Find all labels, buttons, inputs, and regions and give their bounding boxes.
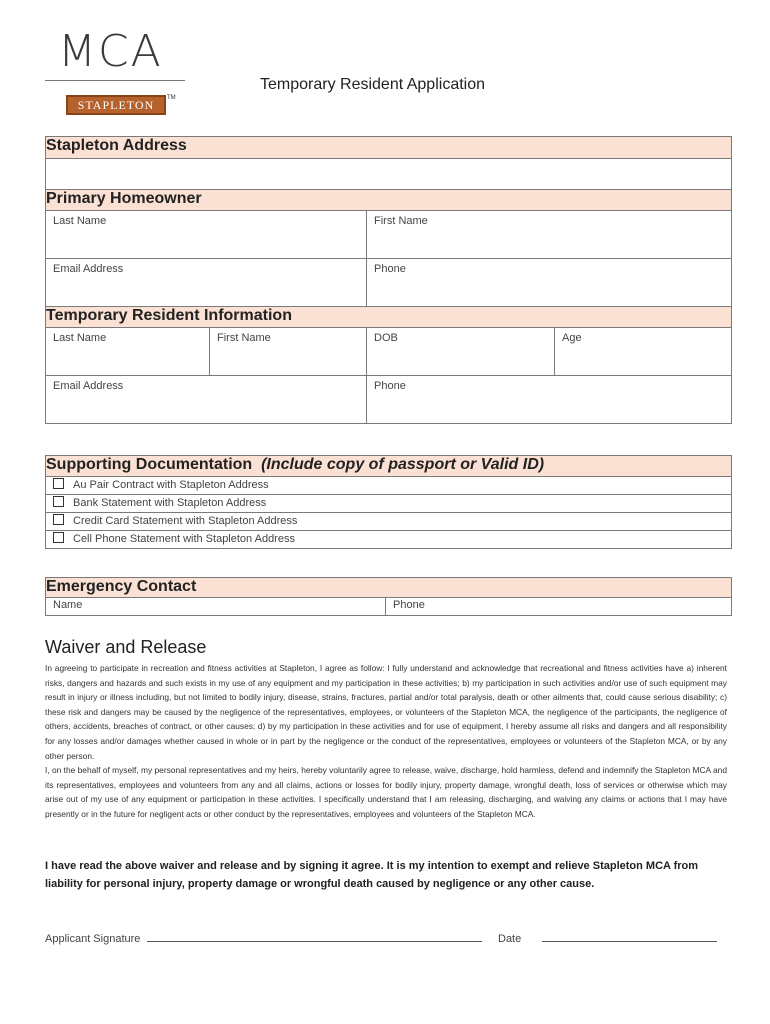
section-header-emergency-contact: Emergency Contact (46, 578, 732, 598)
homeowner-phone-field[interactable] (367, 259, 732, 307)
doc-checkbox-row[interactable] (46, 513, 732, 531)
applicant-signature-line[interactable] (147, 931, 482, 942)
homeowner-phone-label: Phone (374, 263, 406, 275)
resident-dob-label: DOB (374, 332, 398, 344)
trademark-mark: TM (167, 95, 176, 101)
waiver-paragraph-2: I, on the behalf of myself, my personal representatives and my heirs, hereby voluntarily agree to release, waive, discharge, hold harmless, defend and indemnify the Stapleton MCA and its representatives, employees and volunteers from any and all claims, actions or losses for bodily injury, property damage, wrongful death, loss of services or otherwise which may arise out of my use of any equipment or participation in these activities. I specifically understand that I am releasing, discharging, and waiving any claims or actions that I may have presently or in the future for negligent acts or other conduct by the representatives, employees and volunteers of the Stapleton MCA. (45, 765, 727, 819)
supporting-documentation-title: Supporting Documentation (46, 456, 253, 473)
waiver-paragraph-1: In agreeing to participate in recreation and fitness activities at Stapleton, I agree as follow: I fully understand and acknowledge that recreational and fitness activities have a) inherent risks, dangers and hazards and such exists in my use of any equipment and my participation in these activities; b) my participation in such activities and/or use of such equipment may result in injury or illness including, but not limited to bodily injury, disease, strains, fractures, partial and/or total paralysis, death or other ailments that, could cause serious disability; c) these risk and dangers may be caused by the negligence of the representatives, employees, or volunteers of the Stapleton MCA, the negligence of the participants, the negligence of others, accidents, breaches of contract, or other causes; d) by my participation in these activities and for use of equipment, I hereby assume all risks and dangers and all responsibility for any losses and/or damages whether caused in whole or in part by the negligence or the conduct of the representatives, employees or volunteers of the Stapleton MCA, or by any other person. (45, 663, 727, 761)
section-header-supporting-documentation (46, 456, 732, 477)
homeowner-first-name-field[interactable] (367, 211, 732, 259)
mca-logo-text: MCA (58, 26, 163, 77)
doc-item-label: Credit Card Statement with Stapleton Address (73, 515, 298, 527)
application-form-table (45, 136, 732, 424)
emergency-phone-field[interactable] (386, 598, 732, 616)
resident-email-field[interactable] (46, 376, 367, 424)
homeowner-last-name-field[interactable] (46, 211, 367, 259)
emergency-name-label: Name (53, 599, 83, 611)
waiver-acknowledgement: I have read the above waiver and release and by signing it agree. It is my intention to exempt and relieve Stapleton MCA from liability for personal injury, property damage or wrongful death caused by negligence or any other cause. (45, 860, 699, 890)
doc-checkbox-row[interactable] (46, 531, 732, 549)
resident-email-label: Email Address (53, 380, 124, 392)
waiver-body (45, 661, 727, 822)
emergency-phone-label: Phone (393, 599, 425, 611)
resident-dob-field[interactable] (367, 328, 555, 376)
stapleton-address-field[interactable] (46, 159, 732, 190)
doc-item-label: Cell Phone Statement with Stapleton Address (73, 533, 295, 545)
logo-divider (45, 80, 185, 81)
signature-row (45, 931, 482, 945)
waiver-title: Waiver and Release (45, 637, 207, 657)
homeowner-email-field[interactable] (46, 259, 367, 307)
resident-first-name-field[interactable] (210, 328, 367, 376)
date-line[interactable] (542, 931, 717, 942)
homeowner-last-name-label: Last Name (53, 215, 107, 227)
checkbox[interactable] (53, 478, 64, 489)
applicant-signature-label: Applicant Signature (45, 933, 141, 945)
checkbox[interactable] (53, 514, 64, 525)
homeowner-first-name-label: First Name (374, 215, 428, 227)
doc-item-label: Bank Statement with Stapleton Address (73, 497, 267, 509)
supporting-documentation-table (45, 455, 732, 549)
resident-phone-label: Phone (374, 380, 406, 392)
page-title: Temporary Resident Application (260, 76, 486, 93)
section-header-temporary-resident: Temporary Resident Information (46, 307, 732, 328)
homeowner-email-label: Email Address (53, 263, 124, 275)
resident-last-name-label: Last Name (53, 332, 107, 344)
section-header-stapleton-address: Stapleton Address (46, 137, 732, 159)
resident-last-name-field[interactable] (46, 328, 210, 376)
section-header-primary-homeowner: Primary Homeowner (46, 190, 732, 211)
supporting-documentation-note: (Include copy of passport or Valid ID) (261, 456, 545, 473)
resident-age-field[interactable] (555, 328, 732, 376)
emergency-name-field[interactable] (46, 598, 386, 616)
date-row (498, 931, 717, 945)
resident-age-label: Age (562, 332, 582, 344)
emergency-contact-table (45, 577, 732, 616)
doc-item-label: Au Pair Contract with Stapleton Address (73, 479, 269, 491)
doc-checkbox-row[interactable] (46, 495, 732, 513)
date-label: Date (498, 933, 522, 945)
checkbox[interactable] (53, 532, 64, 543)
resident-phone-field[interactable] (367, 376, 732, 424)
stapleton-logo-badge: STAPLETON (66, 95, 166, 115)
checkbox[interactable] (53, 496, 64, 507)
resident-first-name-label: First Name (217, 332, 271, 344)
doc-checkbox-row[interactable] (46, 477, 732, 495)
